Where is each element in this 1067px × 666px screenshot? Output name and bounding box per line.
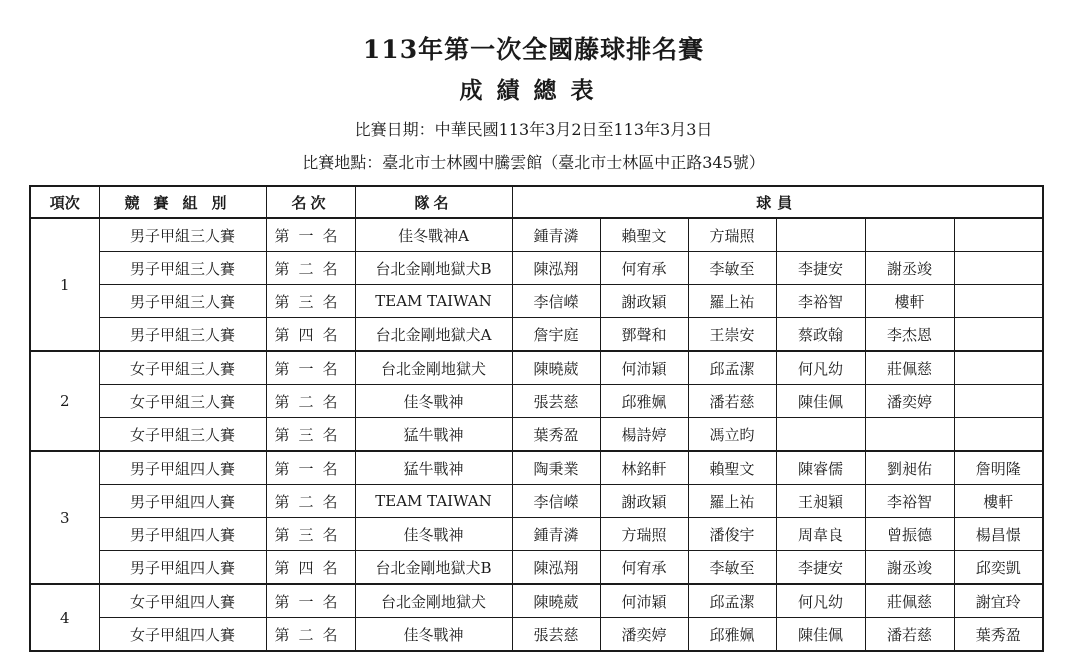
- player-cell: 賴聖文: [688, 451, 776, 485]
- player-cell: 何宥承: [600, 551, 688, 585]
- table-row: [30, 584, 1043, 618]
- header-rank: 名次: [266, 186, 355, 218]
- group-index-cell: 2: [30, 351, 99, 451]
- player-cell: 李敏至: [688, 252, 776, 285]
- player-cell: 陳泓翔: [512, 252, 600, 285]
- player-cell: 邱孟潔: [688, 351, 776, 385]
- player-cell: 邱奕凱: [954, 551, 1043, 585]
- player-cell: 李敏至: [688, 551, 776, 585]
- table-row: [30, 551, 1043, 585]
- player-cell: 葉秀盈: [512, 418, 600, 452]
- team-cell: 佳冬戰神: [355, 385, 512, 418]
- event-cell: 男子甲組三人賽: [99, 285, 266, 318]
- results-table: [29, 185, 1044, 652]
- player-cell: 王昶穎: [776, 485, 865, 518]
- player-cell: 陳佳佩: [776, 385, 865, 418]
- player-cell: 羅上祐: [688, 485, 776, 518]
- rank-cell: 第三名: [266, 518, 355, 551]
- player-cell: 鄧聲和: [600, 318, 688, 352]
- player-cell: [954, 252, 1043, 285]
- event-cell: 女子甲組三人賽: [99, 351, 266, 385]
- player-cell: 潘若慈: [688, 385, 776, 418]
- player-cell: 詹宇庭: [512, 318, 600, 352]
- competition-date: 比賽日期：中華民國113年3月2日至113年3月3日: [354, 120, 713, 139]
- table-header-row: [30, 186, 1043, 218]
- team-cell: 佳冬戰神: [355, 518, 512, 551]
- table-row: [30, 418, 1043, 452]
- player-cell: [954, 418, 1043, 452]
- team-cell: 台北金剛地獄犬A: [355, 318, 512, 352]
- table-row: [30, 385, 1043, 418]
- event-cell: 男子甲組四人賽: [99, 518, 266, 551]
- team-cell: 台北金剛地獄犬B: [355, 252, 512, 285]
- team-cell: TEAM TAIWAN: [355, 485, 512, 518]
- player-cell: 邱雅姵: [600, 385, 688, 418]
- event-cell: 男子甲組三人賽: [99, 218, 266, 252]
- table-row: [30, 318, 1043, 352]
- table-row: [30, 518, 1043, 551]
- player-cell: [954, 285, 1043, 318]
- player-cell: 謝丞竣: [865, 252, 954, 285]
- event-cell: 男子甲組四人賽: [99, 451, 266, 485]
- player-cell: 邱孟潔: [688, 584, 776, 618]
- player-cell: 潘俊宇: [688, 518, 776, 551]
- header-index: 項次: [30, 186, 99, 218]
- rank-cell: 第二名: [266, 618, 355, 652]
- player-cell: 何凡幼: [776, 584, 865, 618]
- player-cell: 鍾青潾: [512, 518, 600, 551]
- player-cell: 林銘軒: [600, 451, 688, 485]
- player-cell: [954, 218, 1043, 252]
- player-cell: 羅上祐: [688, 285, 776, 318]
- rank-cell: 第三名: [266, 418, 355, 452]
- player-cell: 謝政穎: [600, 285, 688, 318]
- document-title: 113年第一次全國藤球排名賽: [362, 35, 705, 64]
- group-index-cell: 3: [30, 451, 99, 584]
- team-cell: 佳冬戰神A: [355, 218, 512, 252]
- player-cell: 潘奕婷: [600, 618, 688, 652]
- player-cell: 李杰恩: [865, 318, 954, 352]
- player-cell: 張芸慈: [512, 385, 600, 418]
- player-cell: 陳佳佩: [776, 618, 865, 652]
- header-event: 競賽組別: [99, 186, 266, 218]
- table-row: [30, 351, 1043, 385]
- table-row: [30, 485, 1043, 518]
- player-cell: 李捷安: [776, 252, 865, 285]
- player-cell: 莊佩慈: [865, 584, 954, 618]
- player-cell: [954, 385, 1043, 418]
- player-cell: 李裕智: [776, 285, 865, 318]
- rank-cell: 第二名: [266, 252, 355, 285]
- team-cell: 台北金剛地獄犬B: [355, 551, 512, 585]
- rank-cell: 第四名: [266, 318, 355, 352]
- rank-cell: 第二名: [266, 485, 355, 518]
- player-cell: 何沛穎: [600, 351, 688, 385]
- player-cell: 何宥承: [600, 252, 688, 285]
- event-cell: 女子甲組三人賽: [99, 385, 266, 418]
- player-cell: 邱雅姵: [688, 618, 776, 652]
- group-index-cell: 1: [30, 218, 99, 351]
- rank-cell: 第一名: [266, 451, 355, 485]
- document-subtitle: 成績總表: [459, 77, 608, 104]
- player-cell: 何凡幼: [776, 351, 865, 385]
- rank-cell: 第一名: [266, 218, 355, 252]
- player-cell: [865, 218, 954, 252]
- player-cell: 李捷安: [776, 551, 865, 585]
- team-cell: 台北金剛地獄犬: [355, 584, 512, 618]
- header-team: 隊名: [355, 186, 512, 218]
- team-cell: 台北金剛地獄犬: [355, 351, 512, 385]
- player-cell: 王崇安: [688, 318, 776, 352]
- player-cell: 曾振德: [865, 518, 954, 551]
- player-cell: 楊詩婷: [600, 418, 688, 452]
- rank-cell: 第二名: [266, 385, 355, 418]
- player-cell: 李信嶸: [512, 285, 600, 318]
- results-body: [30, 218, 1043, 651]
- player-cell: 陳曉葳: [512, 351, 600, 385]
- player-cell: 謝政穎: [600, 485, 688, 518]
- team-cell: 猛牛戰神: [355, 451, 512, 485]
- player-cell: 李裕智: [865, 485, 954, 518]
- group-index-cell: 4: [30, 584, 99, 651]
- player-cell: 潘若慈: [865, 618, 954, 652]
- competition-venue: 比賽地點：臺北市士林國中騰雲館（臺北市士林區中正路345號）: [302, 153, 765, 172]
- table-row: [30, 218, 1043, 252]
- event-cell: 男子甲組四人賽: [99, 485, 266, 518]
- event-cell: 男子甲組三人賽: [99, 252, 266, 285]
- player-cell: 方瑞照: [688, 218, 776, 252]
- player-cell: 馮立昀: [688, 418, 776, 452]
- rank-cell: 第一名: [266, 351, 355, 385]
- team-cell: 猛牛戰神: [355, 418, 512, 452]
- table-row: [30, 451, 1043, 485]
- event-cell: 女子甲組三人賽: [99, 418, 266, 452]
- player-cell: 方瑞照: [600, 518, 688, 551]
- player-cell: 陶秉業: [512, 451, 600, 485]
- rank-cell: 第一名: [266, 584, 355, 618]
- event-cell: 男子甲組四人賽: [99, 551, 266, 585]
- player-cell: 葉秀盈: [954, 618, 1043, 652]
- player-cell: 詹明隆: [954, 451, 1043, 485]
- player-cell: 樓軒: [865, 285, 954, 318]
- table-row: [30, 252, 1043, 285]
- player-cell: [776, 418, 865, 452]
- table-row: [30, 285, 1043, 318]
- event-cell: 女子甲組四人賽: [99, 618, 266, 652]
- event-cell: 男子甲組三人賽: [99, 318, 266, 352]
- player-cell: 張芸慈: [512, 618, 600, 652]
- player-cell: [865, 418, 954, 452]
- event-cell: 女子甲組四人賽: [99, 584, 266, 618]
- player-cell: [954, 318, 1043, 352]
- player-cell: [776, 218, 865, 252]
- player-cell: 陳曉葳: [512, 584, 600, 618]
- player-cell: 樓軒: [954, 485, 1043, 518]
- player-cell: [954, 351, 1043, 385]
- player-cell: 謝宜玲: [954, 584, 1043, 618]
- player-cell: 周韋良: [776, 518, 865, 551]
- player-cell: 賴聖文: [600, 218, 688, 252]
- table-row: [30, 618, 1043, 652]
- player-cell: 潘奕婷: [865, 385, 954, 418]
- player-cell: 陳睿儒: [776, 451, 865, 485]
- player-cell: 謝丞竣: [865, 551, 954, 585]
- header-players: 球員: [512, 186, 1043, 218]
- team-cell: TEAM TAIWAN: [355, 285, 512, 318]
- player-cell: 莊佩慈: [865, 351, 954, 385]
- rank-cell: 第三名: [266, 285, 355, 318]
- player-cell: 鍾青潾: [512, 218, 600, 252]
- team-cell: 佳冬戰神: [355, 618, 512, 652]
- player-cell: 李信嶸: [512, 485, 600, 518]
- player-cell: 何沛穎: [600, 584, 688, 618]
- player-cell: 楊昌憬: [954, 518, 1043, 551]
- player-cell: 蔡政翰: [776, 318, 865, 352]
- player-cell: 陳泓翔: [512, 551, 600, 585]
- player-cell: 劉昶佑: [865, 451, 954, 485]
- rank-cell: 第四名: [266, 551, 355, 585]
